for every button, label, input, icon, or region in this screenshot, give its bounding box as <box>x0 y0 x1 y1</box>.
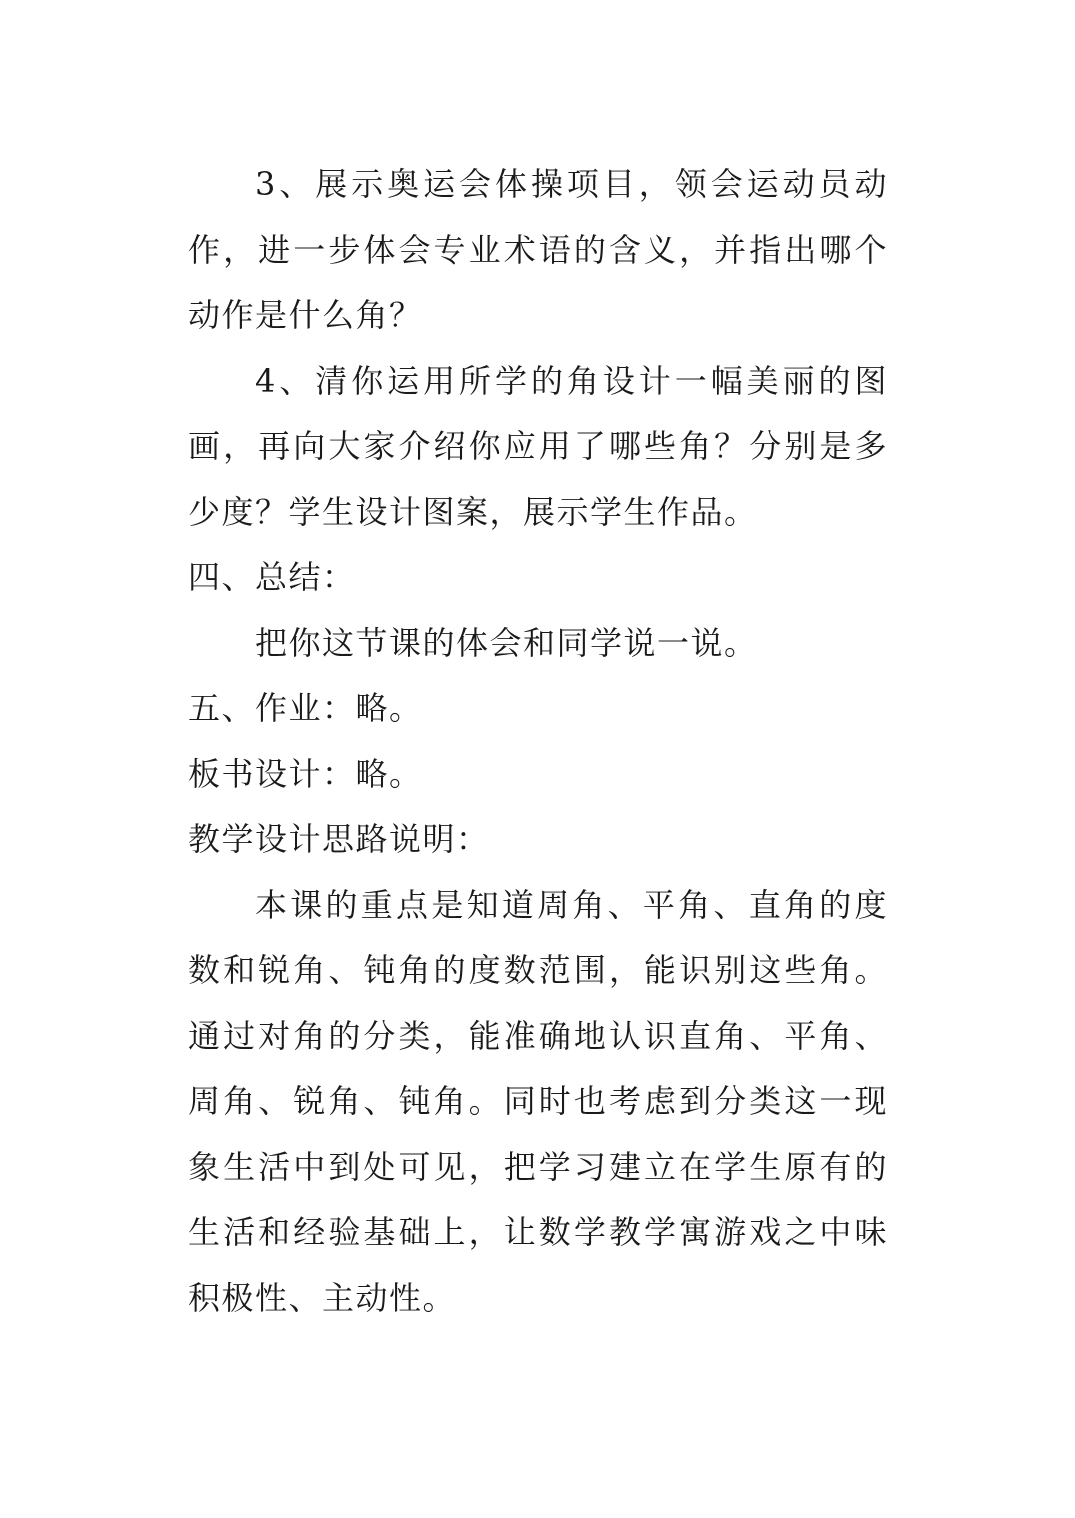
paragraph-design-notes: 本课的重点是知道周角、平角、直角的度数和锐角、钝角的度数范围，能识别这些角。通过对角的分类，能准确地认识直角、平角、周角、锐角、钝角。同时也考虑到分类这一现象生活中到处可见，把学习建立在学生原有的生活和经验基础上，让数学教学寓游戏之中味积极性、主动性。 <box>188 885 888 1317</box>
paragraph-gymnastics: 3、展示奥运会体操项目，领会运动员动作，进一步体会专业术语的含义，并指出哪个动作是什么角？ <box>188 165 888 334</box>
paragraph-share: 把你这节课的体会和同学说一说。 <box>255 623 758 662</box>
heading-homework: 五、作业：略。 <box>188 689 423 727</box>
heading-summary: 四、总结： <box>188 558 356 596</box>
paragraph-design-drawing: 4、清你运用所学的角设计一幅美丽的图画，再向大家介绍你应用了哪些角？分别是多少度？学生设计图案，展示学生作品。 <box>188 361 888 531</box>
document-page <box>188 152 888 1331</box>
heading-board-design: 板书设计：略。 <box>188 754 423 793</box>
heading-design-notes: 教学设计思路说明： <box>188 820 490 858</box>
